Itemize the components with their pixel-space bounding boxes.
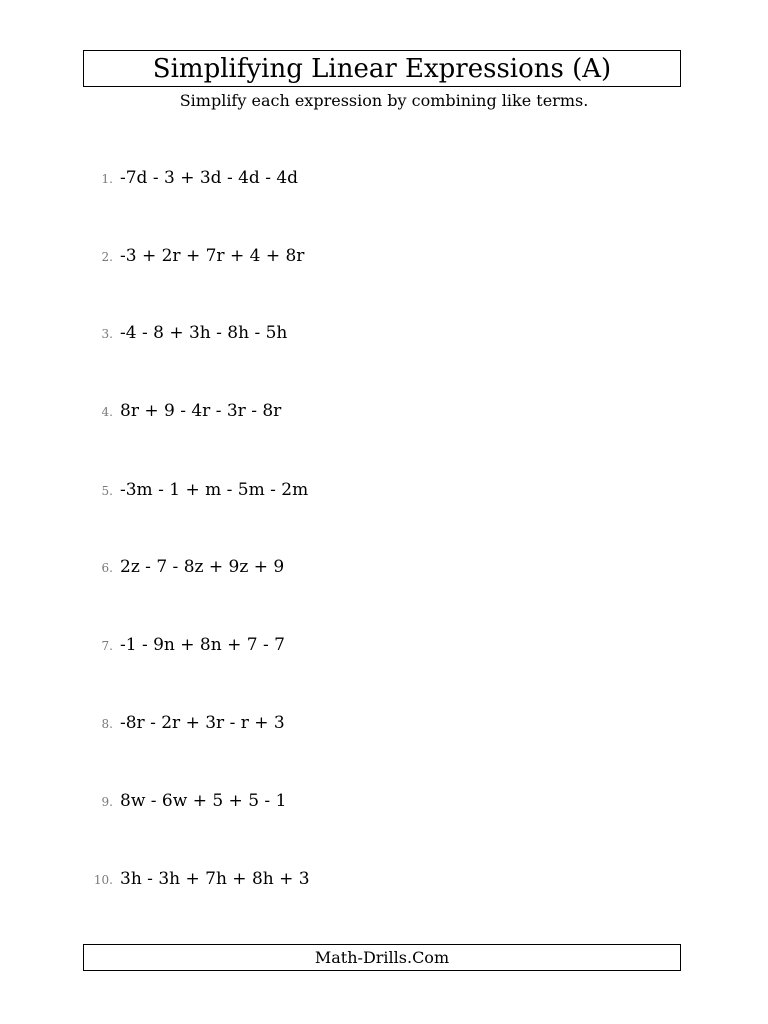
problem-number: 9. [101,795,113,809]
problem-expression: -3m - 1 + m - 5m - 2m [120,480,309,500]
problem-expression: -7d - 3 + 3d - 4d - 4d [120,168,299,188]
problem-item [0,557,768,581]
problem-number: 3. [101,327,113,341]
problem-item [0,869,768,893]
problem-expression: 8r + 9 - 4r - 3r - 8r [120,401,282,421]
problem-number: 8. [101,717,113,731]
problem-number: 4. [101,405,113,419]
problem-item [0,168,768,192]
problem-expression: -1 - 9n + 8n + 7 - 7 [120,635,285,655]
problem-item [0,480,768,504]
footer-box [83,944,681,971]
problem-expression: -8r - 2r + 3r - r + 3 [120,713,285,733]
problem-item [0,635,768,659]
problem-item [0,323,768,347]
footer-brand: Math-Drills.Com [314,947,450,967]
problem-number: 6. [101,561,113,575]
problem-number: 7. [101,639,113,653]
problem-number: 1. [101,172,113,186]
problem-item [0,791,768,815]
problem-number: 2. [101,250,113,264]
problem-expression: -3 + 2r + 7r + 4 + 8r [120,246,305,266]
problem-expression: 2z - 7 - 8z + 9z + 9 [120,557,285,577]
problem-number: 10. [93,873,113,887]
problem-number: 5. [101,484,113,498]
page-title: Simplifying Linear Expressions (A) [152,53,612,84]
problem-item [0,401,768,425]
problem-expression: -4 - 8 + 3h - 8h - 5h [120,323,288,343]
problem-expression: 8w - 6w + 5 + 5 - 1 [120,791,287,811]
problem-expression: 3h - 3h + 7h + 8h + 3 [120,869,310,889]
problem-item [0,713,768,737]
problem-item [0,246,768,270]
instructions: Simplify each expression by combining like terms. [179,91,589,110]
